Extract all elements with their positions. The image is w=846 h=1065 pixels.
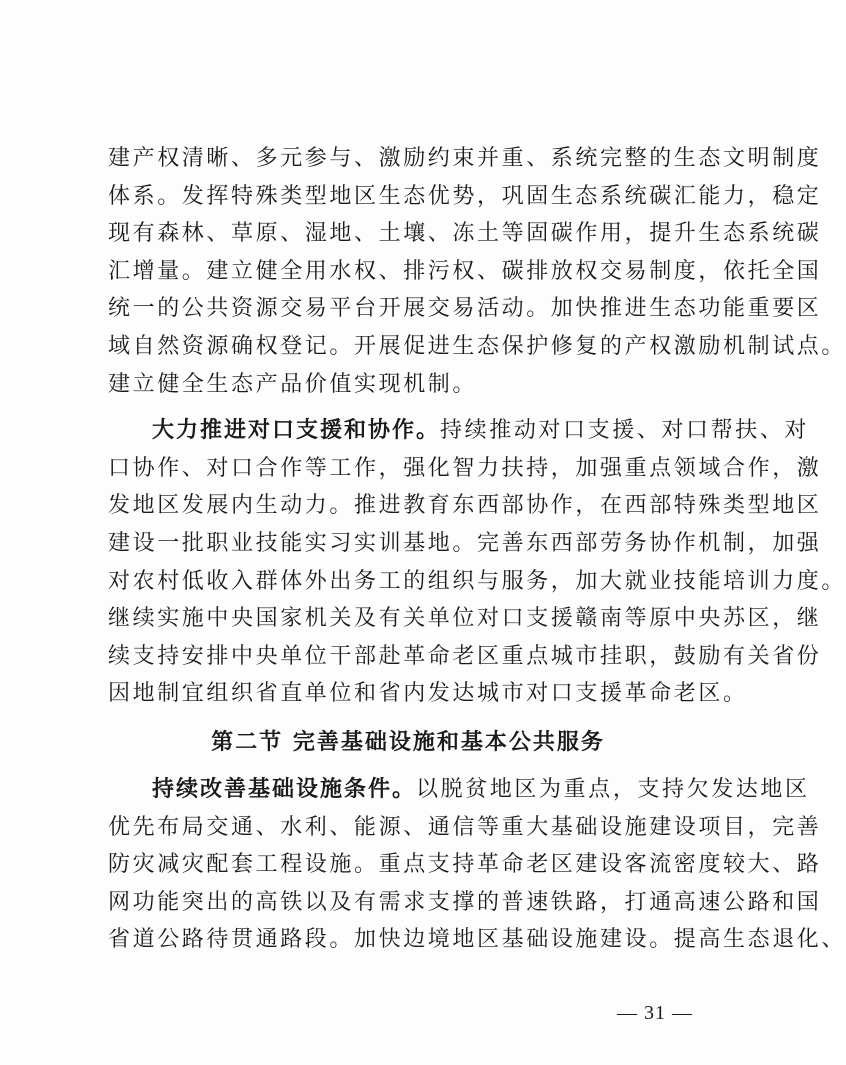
text-line: 统一的公共资源交易平台开展交易活动。加快推进生态功能重要区 [108, 296, 822, 322]
page-number: — 31 — [617, 1002, 693, 1024]
text-line: 续支持安排中央单位干部赴革命老区重点城市挂职，鼓励有关省份 [108, 643, 822, 669]
document-body [108, 140, 846, 959]
paragraph [108, 140, 846, 403]
paragraph-text: 以脱贫地区为重点，支持欠发达地区 [416, 776, 810, 802]
text-line: 省道公路待贯通路段。加快边境地区基础设施建设。提高生态退化、 [108, 927, 846, 953]
text-line: 建产权清晰、多元参与、激励约束并重、系统完整的生态文明制度 [108, 146, 822, 171]
text-line: 防灾减灾配套工程设施。重点支持革命老区建设客流密度较大、路 [108, 852, 822, 878]
paragraph-text: 持续推动对口支援、对口帮扶、对 [440, 418, 810, 444]
text-line: 优先布局交通、水利、能源、通信等重大基础设施建设项目，完善 [108, 814, 822, 840]
text-line: 因地制宜组织省直单位和省内发达城市对口支援革命老区。 [108, 681, 748, 707]
paragraph-heading: 大力推进对口支援和协作。 [152, 418, 441, 444]
text-line: 建立健全生态产品价值实现机制。 [108, 371, 478, 397]
text-line: 发地区发展内生动力。推进教育东西部协作，在西部特殊类型地区 [108, 493, 822, 519]
text-line: 建设一批职业技能实习实训基地。完善东西部劳务协作机制，加强 [108, 530, 822, 556]
paragraph-heading: 持续改善基础设施条件。 [152, 776, 417, 802]
paragraph [108, 412, 846, 713]
text-line: 网功能突出的高铁以及有需求支撑的普速铁路，打通高速公路和国 [108, 889, 822, 915]
text-line: 口协作、对口合作等工作，强化智力扶持，加强重点领域合作，激 [108, 455, 822, 481]
text-line [108, 412, 810, 450]
text-line: 域自然资源确权登记。开展促进生态保护修复的产权激励机制试点。 [108, 333, 846, 359]
text-line: 汇增量。建立健全用水权、排污权、碳排放权交易制度，依托全国 [108, 258, 822, 284]
text-line: 现有森林、草原、湿地、土壤、冻土等固碳作用，提升生态系统碳 [108, 221, 822, 247]
text-line [108, 771, 810, 809]
text-line: 体系。发挥特殊类型地区生态优势，巩固生态系统碳汇能力，稳定 [108, 183, 822, 209]
section-heading: 第二节 完善基础设施和基本公共服务 [211, 729, 605, 755]
text-line: 继续实施中央国家机关及有关单位对口支援赣南等原中央苏区，继 [108, 606, 822, 632]
text-line: 对农村低收入群体外出务工的组织与服务，加大就业技能培训力度。 [108, 568, 846, 594]
paragraph [108, 771, 846, 959]
